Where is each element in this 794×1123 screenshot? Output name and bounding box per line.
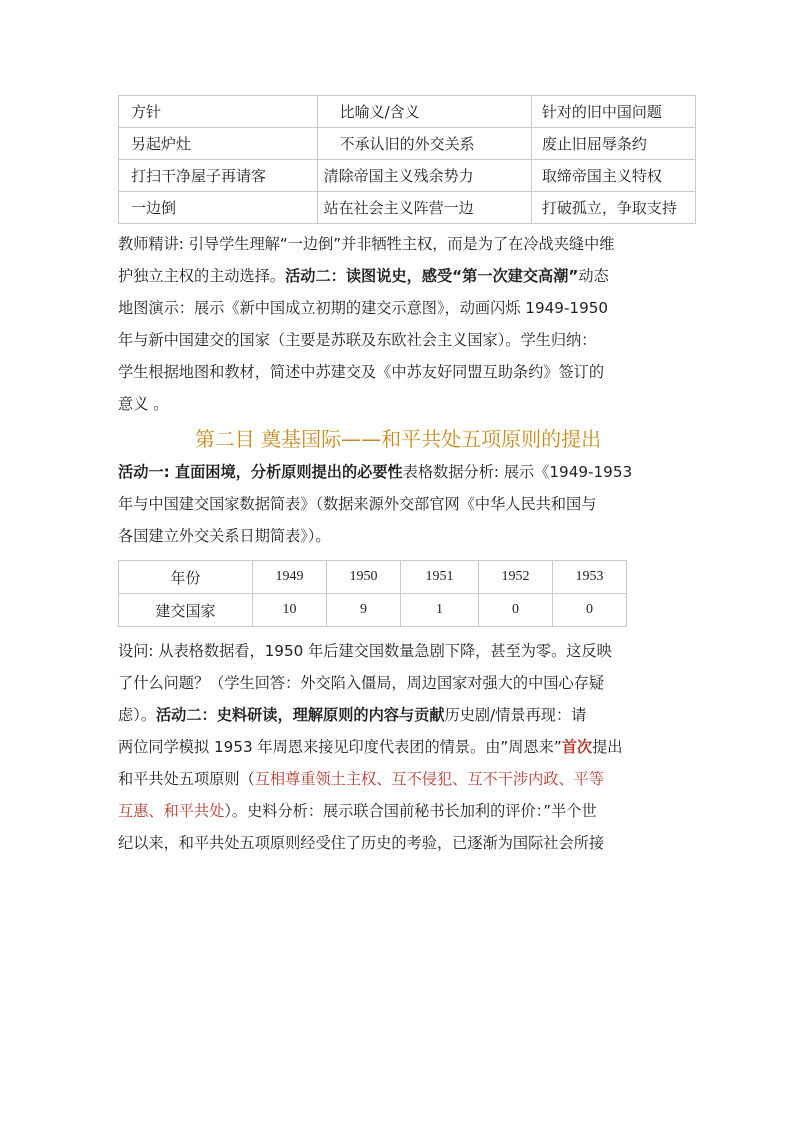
text-span: 提出 (592, 738, 623, 756)
table-cell: 另起炉灶 (119, 128, 318, 160)
text-span: 动态 (578, 267, 609, 285)
text-line (118, 731, 678, 763)
table-row (119, 128, 696, 160)
table-cell: 0 (553, 594, 627, 627)
highlight-text: 互相尊重领土主权、互不侵犯、互不干涉内政、平等 (254, 770, 604, 788)
table-cell: 9 (327, 594, 401, 627)
activity-title: 活动一: 直面困境，分析原则提出的必要性 (118, 463, 403, 481)
table-cell: 取缔帝国主义特权 (531, 160, 695, 192)
highlight-text: 首次 (561, 738, 593, 756)
table-cell: 打破孤立，争取支持 (531, 192, 695, 224)
text-span: 两位同学模拟 1953 年周恩来接见印度代表团的情景。由”周恩来” (118, 738, 562, 756)
table-cell: 1 (401, 594, 479, 627)
table-cell: 废止旧屈辱条约 (531, 128, 695, 160)
document-page (118, 95, 678, 859)
text-line: 纪以来，和平共处五项原则经受住了历史的考验，已逐渐为国际社会所接 (118, 834, 604, 852)
table-header-cell: 年份 (119, 561, 253, 594)
table-cell: 打扫干净屋子再请客 (119, 160, 318, 192)
highlight-text: 互惠、和平共处 (118, 802, 225, 820)
table-cell: 针对的旧中国问题 (531, 96, 695, 128)
table-cell: 0 (479, 594, 553, 627)
text-line (118, 763, 678, 795)
activity-title: 活动二：读图说史，感受“第一次建交高潮” (285, 267, 579, 285)
table-row (119, 160, 696, 192)
text-line: 设问: 从表格数据看，1950 年后建交国数量急剧下降，甚至为零。这反映 (118, 642, 612, 660)
section-heading: 第二目 奠基国际——和平共处五项原则的提出 (194, 427, 602, 451)
table-cell: 1950 (327, 561, 401, 594)
text-line: 地图演示：展示《新中国成立初期的建交示意图》，动画闪烁 1949-1950 (118, 299, 609, 317)
table-row (119, 96, 696, 128)
text-line: 年与新中国建交的国家（主要是苏联及东欧社会主义国家）。学生归纳： (118, 331, 597, 349)
table-cell: 方针 (119, 96, 318, 128)
table-cell: 1952 (479, 561, 553, 594)
table-row (119, 561, 627, 594)
diplomatic-relations-table (118, 560, 627, 627)
paragraph-teacher-explanation (118, 228, 678, 420)
table-cell: 1951 (401, 561, 479, 594)
text-line: 教师精讲: 引导学生理解“一边倒”并非牺牲主权，而是为了在冷战夹缝中维 (118, 235, 615, 253)
table-row (119, 192, 696, 224)
text-line (118, 699, 678, 731)
activity-title: 活动二：史料研读，理解原则的内容与贡献 (155, 706, 445, 724)
table-cell: 清除帝国主义残余势力 (317, 160, 531, 192)
table-cell: 一边倒 (119, 192, 318, 224)
text-span: 和平共处五项原则（ (118, 770, 255, 788)
table-cell: 10 (253, 594, 327, 627)
table-cell: 不承认旧的外交关系 (317, 128, 531, 160)
text-line: 意义 。 (118, 395, 169, 413)
text-span: 虑）。 (118, 706, 156, 724)
table-cell: 1949 (253, 561, 327, 594)
table-cell: 站在社会主义阵营一边 (317, 192, 531, 224)
text-span: ）。史料分析：展示联合国前秘书长加利的评价：”半个世 (224, 802, 597, 820)
table-row (119, 594, 627, 627)
text-span: 历史剧/情景再现：请 (444, 706, 587, 724)
text-line (118, 260, 678, 292)
table-header-cell: 建交国家 (119, 594, 253, 627)
table-cell: 比喻义/含义 (317, 96, 531, 128)
text-line: 各国建立外交关系日期简表》）。 (118, 527, 331, 545)
paragraph-activity-one (118, 456, 678, 552)
table-cell: 1953 (553, 561, 627, 594)
paragraph-question (118, 635, 678, 859)
text-line: 了什么问题？（学生回答：外交陷入僵局，周边国家对强大的中国心存疑 (118, 674, 604, 692)
text-line (118, 456, 678, 488)
text-span: 表格数据分析: 展示《1949-1953 (402, 463, 633, 481)
text-line: 学生根据地图和教材，简述中苏建交及《中苏友好同盟互助条约》签订的 (118, 363, 604, 381)
text-line: 年与中国建交国家数据简表》（数据来源外交部官网《中华人民共和国与 (118, 495, 597, 513)
text-span: 护独立主权的主动选择。 (118, 267, 286, 285)
text-line (118, 795, 678, 827)
policy-table (118, 95, 696, 224)
